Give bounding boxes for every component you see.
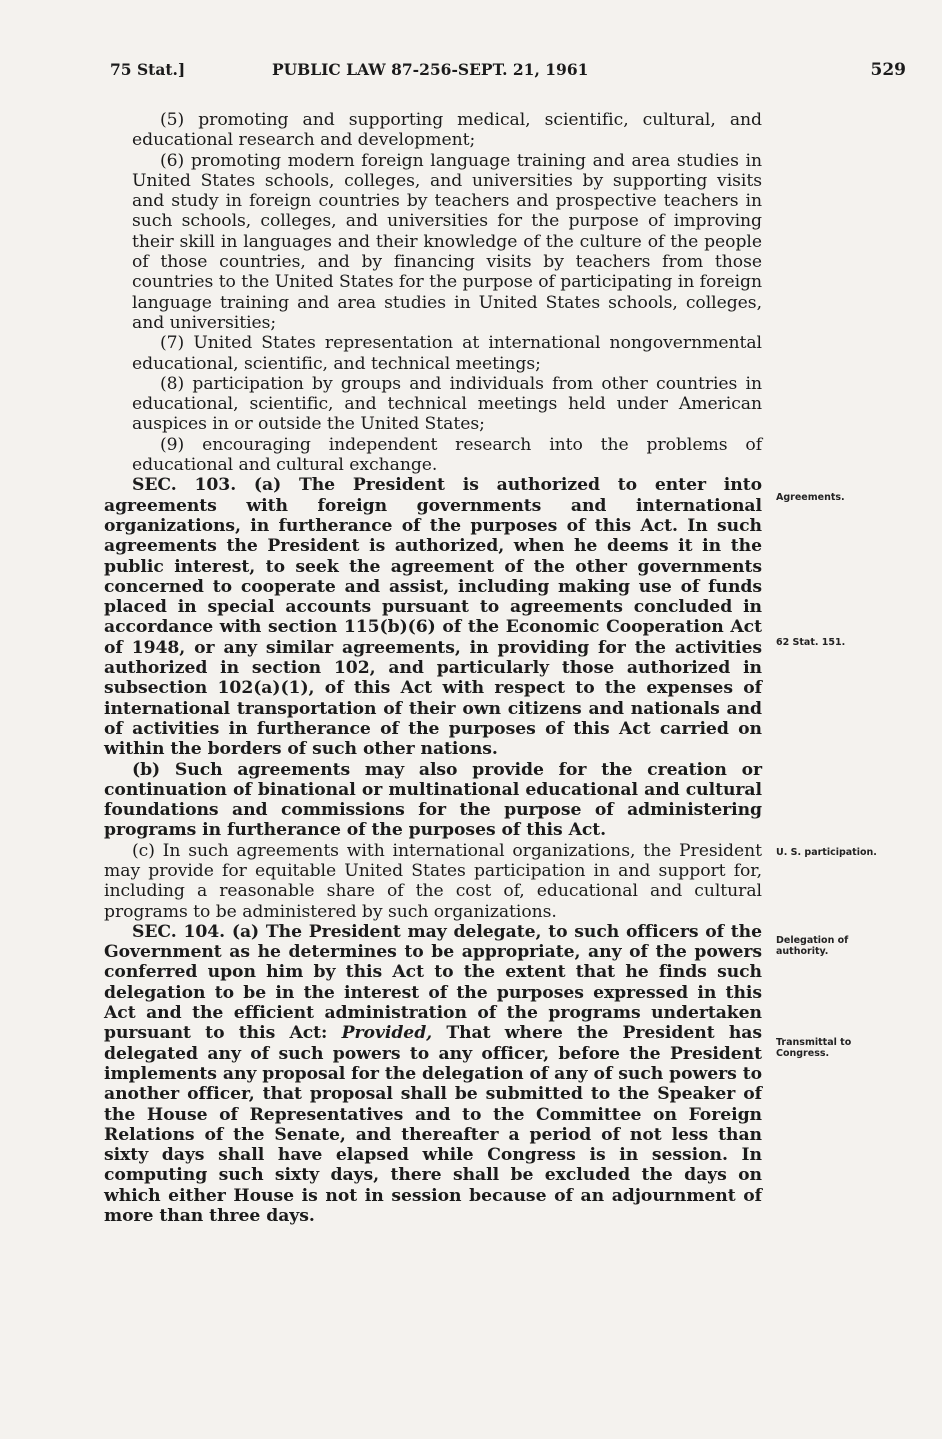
margin-note-transmittal: Transmittal to Congress. — [776, 1037, 852, 1059]
margin-note-delegation: Delegation of authority. — [776, 935, 849, 957]
margin-note-stat-ref: 62 Stat. 151. — [776, 637, 846, 648]
list-item-7: (7) United States representation at international nongovernmental educational, scientific, and technical meetings; — [132, 333, 762, 374]
body-text — [104, 110, 762, 1226]
law-title: PUBLIC LAW 87-256-SEPT. 21, 1961 — [272, 60, 589, 79]
list-item-5: (5) promoting and supporting medical, scientific, cultural, and educational research and development; — [132, 110, 762, 151]
section-104-a-part1: SEC. 104. (a) The President may delegate, to such officers of the Government as he determines to be appropriate, any of the powers conferred upon him by this Act to the extent that he finds such delegation to be in the interest of the purposes expressed in this Act and the efficient administration of the programs undertaken pursuant to this Act: — [104, 921, 762, 1044]
section-104-a — [104, 922, 762, 1226]
section-103-b: (b) Such agreements may also provide for the creation or continuation of binational or multinational educational and cultural foundations and commissions for the purpose of administering programs in furtherance of the purposes of this Act. — [104, 759, 762, 841]
list-item-6: (6) promoting modern foreign language training and area studies in United States schools, colleges, and universities by supporting visits and study in foreign countries by teachers and prospective teachers in such schools, colleges, and universities for the purpose of improving their skill in languages and their knowledge of the culture of the people of those countries, and by financing visits by teachers from those countries to the United States for the purpose of participating in foreign language training and area studies in United States schools, colleges, and universities; — [132, 150, 762, 333]
proviso-word: Provided, — [341, 1023, 433, 1044]
section-104-a-part2: That where the President has delegated any of such powers to any officer, before the President implements any proposal for the delegation of any of such powers to another officer, that proposal shall be submitted to the Speaker of the House of Representatives and to the Committee on Foreign Relations of the Senate, and thereafter a period of not less than sixty days shall have elapsed while Congress is in session. In computing such sixty days, there shall be excluded the days on which either House is not in session because of an adjournment of more than three days. — [104, 1023, 763, 1227]
section-103-c: (c) In such agreements with international organizations, the President may provide for equitable United States participation in and support for, including a reasonable share of the cost of, educational and cultural programs to be administered by such organizations. — [104, 840, 762, 922]
page-number: 529 — [870, 60, 906, 80]
statute-volume: 75 Stat.] — [110, 60, 186, 79]
list-item-8: (8) participation by groups and individuals from other countries in educational, scientific, and technical meetings held under American auspices in or outside the United States; — [132, 373, 762, 435]
page-header — [110, 60, 906, 84]
list-item-9: (9) encouraging independent research into the problems of educational and cultural exchange. — [132, 434, 762, 476]
margin-note-agreements: Agreements. — [776, 492, 845, 503]
section-103-a: SEC. 103. (a) The President is authorized to enter into agreements with foreign governments and international organizations, in furtherance of the purposes of this Act. In such agreements the President is authorized, when he deems it in the public interest, to seek the agreement of the other governments concerned to cooperate and assist, including making use of funds placed in special accounts pursuant to agreements concluded in accordance with section 115(b)(6) of the Economic Cooperation Act of 1948, or any similar agreements, in providing for the activities authorized in section 102, and particularly those authorized in subsection 102(a)(1), of this Act with respect to the expenses of international transportation of their own citizens and nationals and of activities in furtherance of the purposes of this Act carried on within the borders of such other nations. — [104, 475, 762, 760]
margin-note-us-participation: U. S. participation. — [776, 847, 877, 858]
activities-list — [104, 110, 762, 475]
